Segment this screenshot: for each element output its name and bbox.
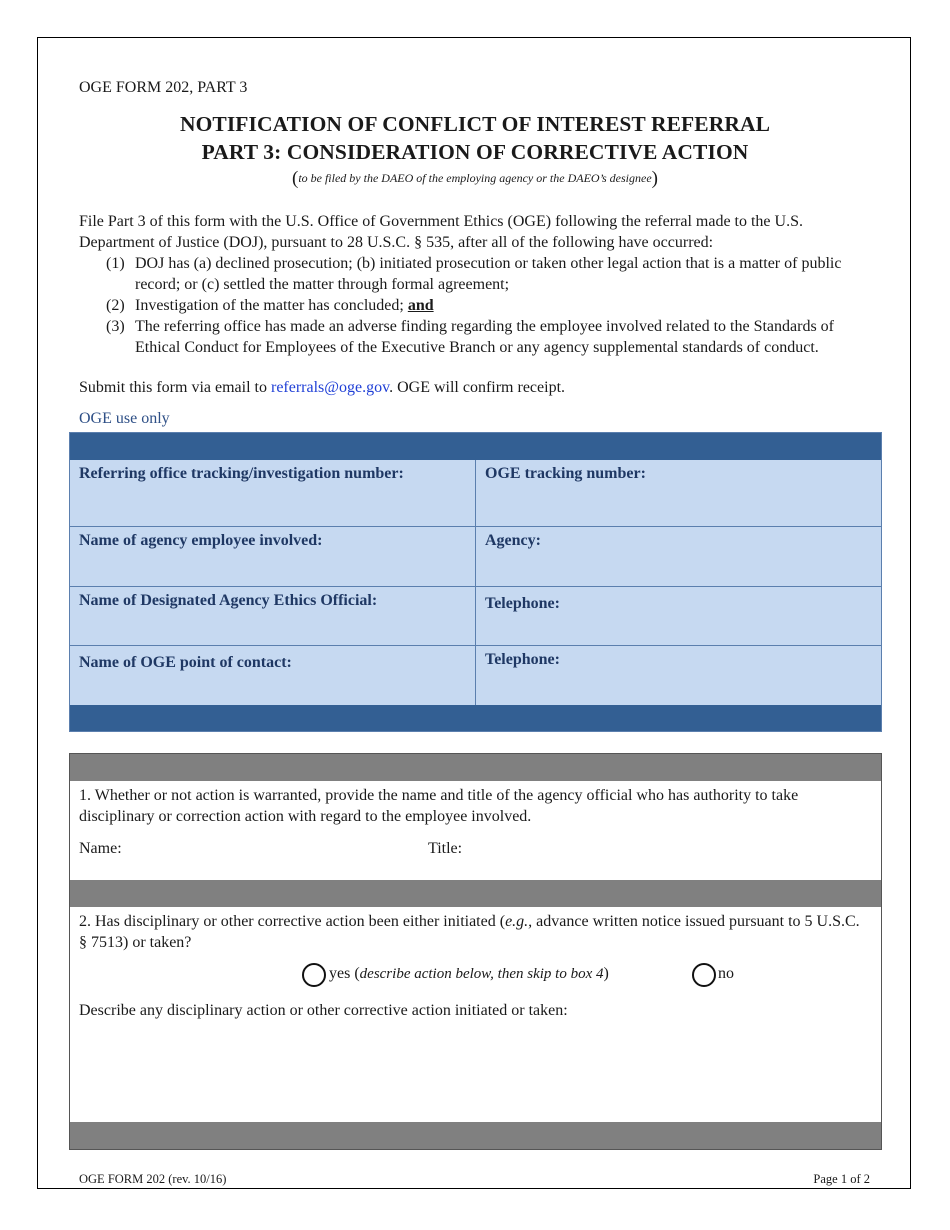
q2-suffix: advance written notice issued pursuant to 5 U.S.C. § 7513) or taken? <box>79 913 860 951</box>
oge-telephone-label: Telephone: <box>485 651 560 668</box>
yes-label: yes ( <box>329 965 360 982</box>
yes-close: ) <box>603 965 609 982</box>
question-1-text: 1. Whether or not action is warranted, provide the name and title of the agency official who has authority to take disciplinary or correction action with regard to the employee involved. <box>79 787 799 825</box>
submit-instructions <box>79 379 565 397</box>
form-revision: OGE FORM 202 (rev. 10/16) <box>79 1172 227 1186</box>
title-label: Title: <box>428 840 463 857</box>
column-divider <box>475 460 476 706</box>
yes-radio[interactable] <box>302 963 326 987</box>
name-label: Name: <box>79 840 122 857</box>
corrective-action-section <box>69 753 882 1150</box>
table-header-band <box>70 433 881 460</box>
list-item <box>79 253 879 295</box>
page-number: Page 1 of 2 <box>813 1172 870 1186</box>
list-item-number: (3) <box>106 318 125 335</box>
oge-tracking-label: OGE tracking number: <box>485 465 646 482</box>
daeo-name-label: Name of Designated Agency Ethics Official: <box>79 592 378 609</box>
employee-name-label: Name of agency employee involved: <box>79 532 323 549</box>
list-item-text: The referring office has made an adverse finding regarding the employee involved related to the Standards of Ethical Conduct for Employees of the Executive Branch or any agency supplemental standards of conduct. <box>135 318 834 356</box>
question-2-text <box>79 911 869 953</box>
form-title-line2: PART 3: CONSIDERATION OF CORRECTIVE ACTION <box>201 140 749 164</box>
list-item <box>79 295 879 316</box>
form-subtitle: (to be filed by the DAEO of the employing agency or the DAEO’s designee) <box>291 168 658 189</box>
list-item-number: (1) <box>106 255 125 272</box>
form-page <box>37 37 911 1189</box>
agency-label: Agency: <box>485 532 541 549</box>
q2-prefix: 2. Has disciplinary or other corrective action been either initiated ( <box>79 913 506 930</box>
table-footer-band <box>70 705 881 731</box>
list-item-text: DOJ has (a) declined prosecution; (b) initiated prosecution or taken other legal action that is a matter of public record; or (c) settled the matter through formal agreement; <box>135 255 842 293</box>
section-footer-band <box>70 1122 881 1149</box>
section-header-band <box>70 754 881 781</box>
list-item-text: Investigation of the matter has concluded; <box>135 297 404 314</box>
describe-action-field[interactable] <box>70 1026 881 1122</box>
form-title-line1: NOTIFICATION OF CONFLICT OF INTEREST REFERRAL <box>179 112 771 136</box>
oge-use-only-heading: OGE use only <box>79 410 170 427</box>
section-divider-band <box>70 880 881 907</box>
form-id: OGE FORM 202, PART 3 <box>79 79 248 96</box>
list-item-emphasis: and <box>407 297 434 314</box>
yes-hint: describe action below, then skip to box 4 <box>359 966 604 982</box>
referring-tracking-label: Referring office tracking/investigation number: <box>79 465 404 482</box>
instructions-intro: File Part 3 of this form with the U.S. Office of Government Ethics (OGE) following the referral made to the U.S. Department of Justice (DOJ), pursuant to 28 U.S.C. § 535, after all of the following have occurred: <box>79 213 803 251</box>
daeo-telephone-label: Telephone: <box>485 595 560 612</box>
email-link[interactable]: referrals@oge.gov <box>270 379 390 396</box>
yes-option-label <box>329 963 609 985</box>
list-item-number: (2) <box>106 297 125 314</box>
submit-prefix: Submit this form via email to <box>79 379 271 396</box>
no-label: no <box>718 965 734 982</box>
q2-eg: e.g., <box>505 913 533 930</box>
oge-contact-label: Name of OGE point of contact: <box>79 654 292 671</box>
describe-label: Describe any disciplinary action or other corrective action initiated or taken: <box>79 1002 568 1019</box>
instructions-list <box>79 253 879 358</box>
no-radio[interactable] <box>692 963 716 987</box>
oge-use-table <box>69 432 882 732</box>
list-item <box>79 316 879 358</box>
subtitle-text: to be filed by the DAEO of the employing agency or the DAEO’s designee <box>298 171 652 185</box>
submit-suffix: . OGE will confirm receipt. <box>389 379 566 396</box>
